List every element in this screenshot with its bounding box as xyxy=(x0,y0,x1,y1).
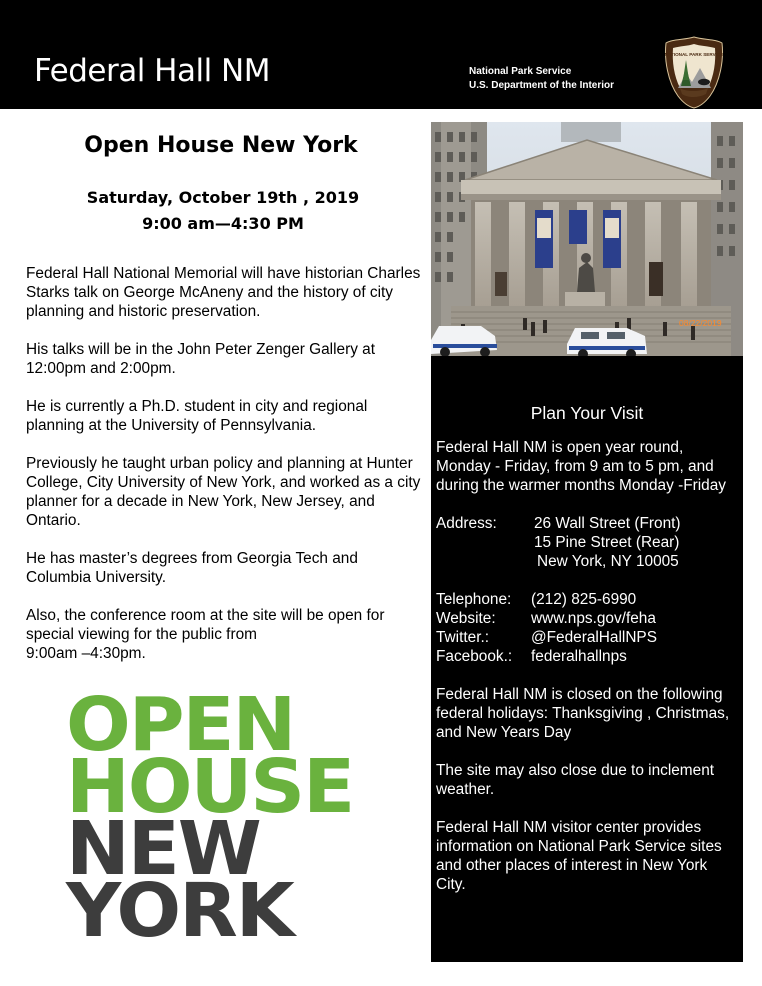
logo-line-new: NEW xyxy=(66,806,260,892)
plan-your-visit-panel xyxy=(431,356,743,962)
visit-title: Plan Your Visit xyxy=(530,403,644,423)
visitor-center-info: Federal Hall NM visitor center provides information on National Park Service sites and other places of interest in New York City. xyxy=(436,819,722,893)
address-label: Address: xyxy=(436,515,497,532)
logo-line-house: HOUSE xyxy=(66,744,354,830)
telephone-value: (212) 825-6990 xyxy=(531,591,637,608)
event-description xyxy=(26,264,426,682)
federal-hall-photo xyxy=(431,122,743,356)
event-date: Saturday, October 19th , 2019 xyxy=(86,188,360,207)
agency-block xyxy=(469,65,614,93)
description-paragraph: His talks will be in the John Peter Zenger Gallery at 12:00pm and 2:00pm. xyxy=(26,341,376,377)
conference-paragraph xyxy=(26,606,426,663)
conference-hours: 9:00am –4:30pm. xyxy=(26,645,146,662)
arrowhead-text: NATIONAL PARK SERVICE xyxy=(664,52,724,57)
facebook-handle[interactable]: federalhallnps xyxy=(531,648,627,665)
department-name: U.S. Department of the Interior xyxy=(469,80,615,91)
weather-closure: The site may also close due to inclement weather. xyxy=(436,762,715,798)
address-line: 26 Wall Street (Front) xyxy=(534,515,681,532)
description-paragraph: He has master’s degrees from Georgia Tech and Columbia University. xyxy=(26,550,358,586)
description-paragraph: He is currently a Ph.D. student in city and regional planning at the University of Pennsylvania. xyxy=(26,398,368,434)
facebook-label: Facebook.: xyxy=(436,648,513,665)
conference-text: Also, the conference room at the site will be open for special viewing for the public from xyxy=(26,607,385,643)
contact-block xyxy=(436,590,741,666)
twitter-handle[interactable]: @FederalHallNPS xyxy=(531,629,657,646)
telephone-label: Telephone: xyxy=(436,591,512,608)
visit-body xyxy=(436,438,741,913)
park-name: Federal Hall NM xyxy=(34,53,270,89)
website-link[interactable]: www.nps.gov/feha xyxy=(531,610,656,627)
address-line: 15 Pine Street (Rear) xyxy=(534,534,680,551)
nps-arrowhead-logo xyxy=(664,36,724,109)
visit-hours: Federal Hall NM is open year round, Monday - Friday, from 9 am to 5 pm, and during the warmer months Monday -Friday xyxy=(436,439,726,494)
logo-line-york: YORK xyxy=(66,868,293,954)
description-paragraph: Federal Hall National Memorial will have historian Charles Starks talk on George McAneny and the history of city planning and historic preservation. xyxy=(26,265,421,320)
twitter-label: Twitter.: xyxy=(436,629,490,646)
agency-name: National Park Service xyxy=(469,66,572,77)
logo-line-open: OPEN xyxy=(66,682,295,768)
open-house-new-york-logo xyxy=(66,682,386,954)
holiday-closure: Federal Hall NM is closed on the following federal holidays: Thanksgiving , Christmas, and New Years Day xyxy=(436,686,730,741)
address-block xyxy=(436,514,741,571)
photo-timestamp: 08/22/2019 xyxy=(679,318,722,328)
header-banner xyxy=(0,0,762,109)
description-paragraph: Previously he taught urban policy and planning at Hunter College, City University of New York, and worked as a city planner for a decade in New York, New Jersey, and Ontario. xyxy=(26,455,421,529)
event-datetime xyxy=(0,185,446,237)
website-label: Website: xyxy=(436,610,496,627)
event-title: Open House New York xyxy=(84,133,358,158)
event-time: 9:00 am—4:30 PM xyxy=(142,214,304,233)
address-line: New York, NY 10005 xyxy=(537,553,679,570)
